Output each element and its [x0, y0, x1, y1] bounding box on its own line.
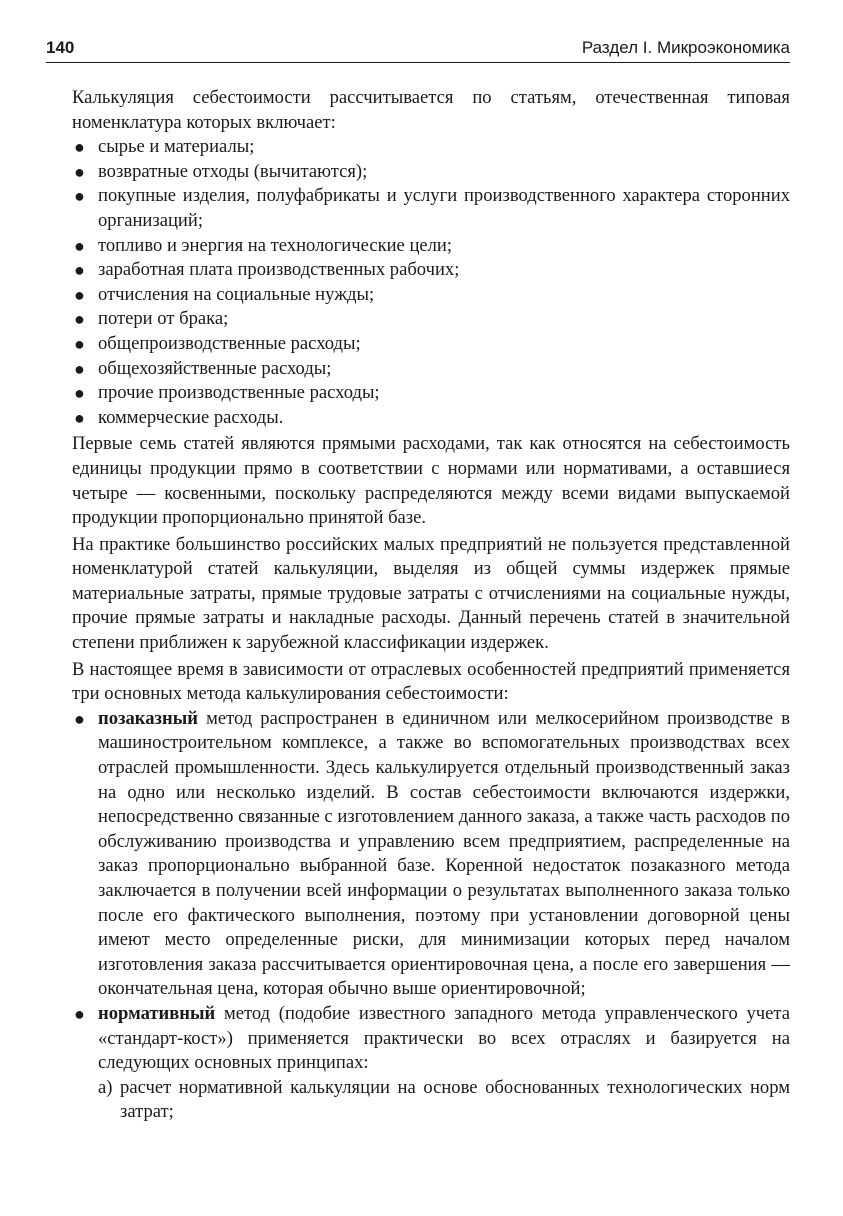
- method-term: нормативный: [98, 1002, 216, 1024]
- intro-paragraph: Калькуляция себестоимости рассчитывается по статьям, отечественная типовая номенклатура которых включает:: [72, 87, 790, 133]
- bullet-icon: ●: [74, 235, 85, 256]
- method-term: позаказный: [98, 707, 198, 729]
- list-item-text: прочие производственные расходы;: [98, 382, 380, 404]
- bullet-icon: ●: [74, 284, 85, 305]
- list-item-text: покупные изделия, полуфабрикаты и услуги производственного характера сторонних организаций;: [98, 185, 790, 231]
- principle-item: [72, 1076, 790, 1125]
- bullet-icon: ●: [74, 407, 85, 428]
- list-item: [72, 406, 790, 431]
- running-header: [46, 38, 790, 62]
- paragraph-methods-intro: В настоящее время в зависимости от отраслевых особенностей предприятий применяется три основных метода калькулирования себестоимости:: [72, 658, 790, 705]
- list-item: [72, 283, 790, 308]
- methods-list: [72, 707, 790, 1076]
- bullet-icon: ●: [74, 358, 85, 379]
- bullet-icon: ●: [74, 309, 85, 330]
- bullet-icon: ●: [74, 383, 85, 404]
- list-item-text: общехозяйственные расходы;: [98, 357, 332, 379]
- bullet-icon: ●: [74, 1003, 85, 1024]
- paragraph-practice: На практике большинство российских малых предприятий не пользуется представленной номенклатурой статей калькуляции, выделяя из общей суммы издержек прямые материальные затраты, прямые трудовые затраты с отчислениями на социальные нужды, прочие прямые затраты и накладные расходы. Данный перечень статей в значительной степени приближен к зарубежной классификации издержек.: [72, 533, 790, 654]
- list-item: [72, 184, 790, 233]
- bullet-icon: ●: [74, 186, 85, 207]
- list-item: [72, 381, 790, 406]
- list-item-text: отчисления на социальные нужды;: [98, 283, 375, 305]
- bullet-icon: ●: [74, 333, 85, 354]
- list-item: [72, 234, 790, 259]
- list-item-text: коммерческие расходы.: [98, 406, 284, 428]
- principle-marker: а): [98, 1076, 113, 1098]
- list-item: [72, 258, 790, 283]
- list-item: [72, 135, 790, 160]
- bullet-icon: ●: [74, 137, 85, 158]
- bullet-icon: ●: [74, 260, 85, 281]
- paragraph-direct-costs: Первые семь статей являются прямыми расходами, так как относятся на себестоимость единицы продукции прямо в соответствии с нормами или нормативами, а оставшиеся четыре — косвенными, поскольку распределяются между всеми видами выпускаемой продукции пропорционально принятой базе.: [72, 433, 790, 529]
- body-text: [72, 86, 790, 1125]
- method-description: метод распространен в единичном или мелкосерийном производстве в машиностроительном комплексе, а также во вспомогательных производствах всех отраслей промышленности. Здесь калькулируется отдельный производственный заказ на одно или несколько изделий. В состав себестоимости включаются издержки, непосредственно связанные с изготовлением данного заказа, а также часть расходов по обслуживанию производства и управлению всем предприятием, распределенные на заказ пропорционально выбранной базе. Коренной недостаток позаказного метода заключается в получении всей информации о результатах выполненного заказа только после его фактического выполнения, поэтому при установлении договорной цены имеют место определенные риски, для минимизации которых перед началом изготовления заказа рассчитывается ориентировочная цена, а после его завершения — окончательная цена, которая обычно выше ориентировочной;: [98, 707, 790, 1000]
- method-item-job-order: [72, 707, 790, 1002]
- header-rule: [46, 62, 790, 63]
- list-item: [72, 160, 790, 185]
- list-item-text: общепроизводственные расходы;: [98, 332, 361, 354]
- list-item-text: сырье и материалы;: [98, 136, 255, 158]
- bullet-icon: ●: [74, 708, 85, 729]
- list-item: [72, 332, 790, 357]
- method-item-normative: [72, 1002, 790, 1076]
- list-item: [72, 357, 790, 382]
- list-item-text: топливо и энергия на технологические цели;: [98, 234, 453, 256]
- cost-items-list: [72, 135, 790, 430]
- list-item-text: заработная плата производственных рабочих;: [98, 259, 460, 281]
- list-item-text: возвратные отходы (вычитаются);: [98, 160, 368, 182]
- bullet-icon: ●: [74, 161, 85, 182]
- principle-text: расчет нормативной калькуляции на основе обоснованных технологических норм затрат;: [120, 1076, 790, 1123]
- page-number: 140: [46, 38, 75, 57]
- section-title: Раздел I. Микроэкономика: [581, 38, 790, 57]
- list-item: [72, 307, 790, 332]
- list-item-text: потери от брака;: [98, 308, 229, 330]
- method-description: метод (подобие известного западного метода управленческого учета «стандарт-кост») применяется практически во всех отраслях и базируется на следующих основных принципах:: [98, 1002, 790, 1074]
